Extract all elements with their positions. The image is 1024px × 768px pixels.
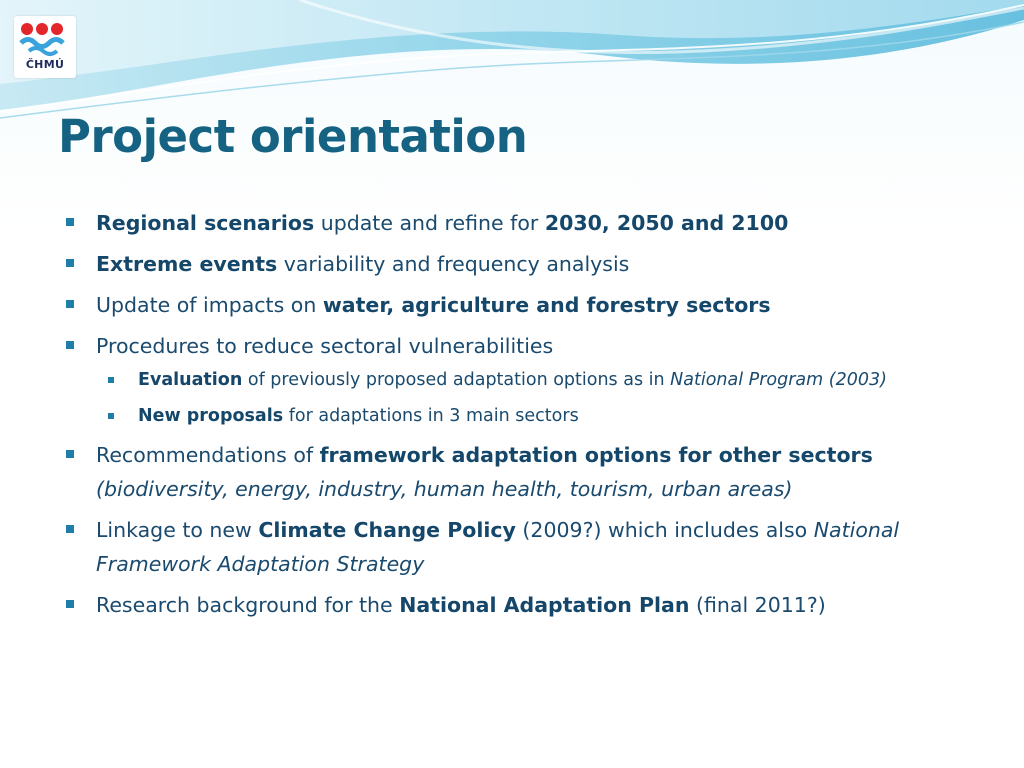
text-run: for adaptations in 3 main sectors [283,406,579,426]
square-bullet-icon [66,450,74,458]
text-run: National Adaptation Plan [399,593,690,617]
square-bullet-icon [66,259,74,267]
text-run: Climate Change Policy [258,518,516,542]
text-run: Evaluation [138,370,243,390]
square-bullet-icon [66,218,74,226]
sub-bullet-list [96,365,982,431]
text-run: National Framework Adaptation Strategy [96,518,900,576]
bullet-item [62,206,982,240]
bullet-item [62,247,982,281]
square-bullet-icon [66,600,74,608]
text-run: of previously proposed adaptation options as in [242,370,671,390]
text-run: water, agriculture and forestry sectors [322,293,771,317]
slide-title: Project orientation [58,110,528,163]
text-run: Linkage to new [96,518,259,542]
bullet-text [96,593,826,617]
slide-content [62,206,982,629]
sub-bullet-text [138,370,887,390]
text-run: Procedures to reduce sectoral vulnerabilities [96,334,554,358]
bullet-text [96,334,553,358]
text-run: Extreme events [96,252,278,276]
chmu-logo [14,16,76,78]
sub-bullet-item [96,365,982,395]
text-run: (final 2011?) [689,593,826,617]
text-run: framework adaptation options for other sectors [319,443,873,467]
sub-bullet-text [138,406,579,426]
logo-mark-icon [18,20,72,58]
square-bullet-icon [66,300,74,308]
text-run: 2030, 2050 and 2100 [544,211,789,235]
text-run: variability and frequency analysis [277,252,630,276]
bullet-item [62,438,982,506]
bullet-item [62,588,982,622]
text-run: Update of impacts on [96,293,323,317]
bullet-text [96,252,629,276]
logo-text: ČHMÚ [25,58,65,71]
bullet-text [96,443,873,501]
text-run: (2009?) which includes also [515,518,814,542]
bullet-list [62,206,982,622]
text-run: National Program (2003) [670,370,887,390]
bullet-item [62,329,982,431]
text-run: Recommendations of [96,443,320,467]
bullet-text [96,518,899,576]
text-run: Research background for the [96,593,400,617]
bullet-text [96,293,771,317]
sub-bullet-item [96,401,982,431]
text-run: New proposals [138,406,284,426]
square-bullet-icon [108,413,114,419]
square-bullet-icon [66,525,74,533]
bullet-item [62,288,982,322]
bullet-item [62,513,982,581]
text-run: (biodiversity, energy, industry, human health, tourism, urban areas) [96,477,793,501]
square-bullet-icon [66,341,74,349]
square-bullet-icon [108,377,114,383]
text-run: Regional scenarios [96,211,315,235]
text-run: update and refine for [314,211,545,235]
bullet-text [96,211,788,235]
